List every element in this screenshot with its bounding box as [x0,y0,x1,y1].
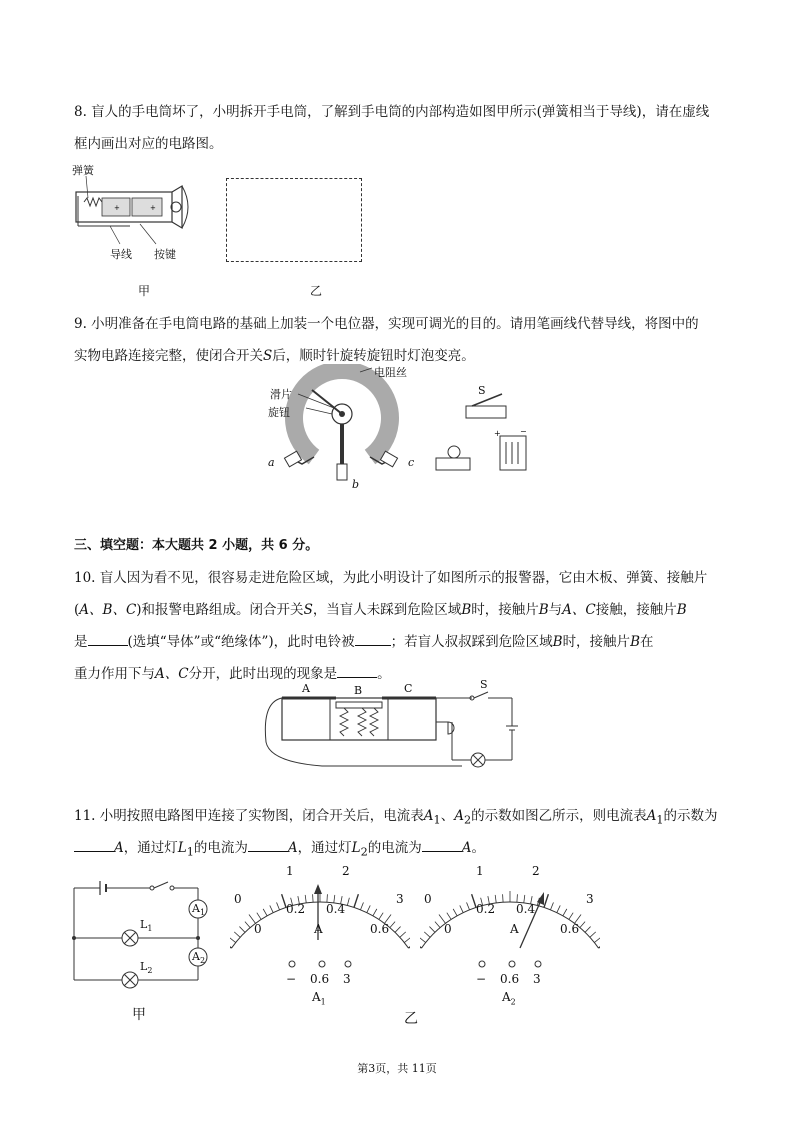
m2-upper-1: 1 [476,864,484,878]
scale-tick [400,932,406,937]
scale-tick [354,894,358,907]
switch-s-label: S [478,384,486,397]
scale-tick [467,902,470,909]
scale-tick [594,938,600,943]
q8-text-line2: 框内画出对应的电路图。 [74,136,223,152]
scale-tick [495,895,496,903]
scale-tick [257,913,261,920]
m2-lower-0-6: 0.6 [560,922,580,936]
q11-text-line1: 11. 小明按照电路图甲连接了实物图，闭合开关后，电流表$A_1$、$A_2$的示数如图乙所示，则电流表$A_1$的示数为 [74,808,718,827]
m2-upper-3: 3 [586,892,594,906]
scale-tick [544,894,548,907]
m2-lower-0-4: 0.4 [516,902,536,916]
scale-tick [447,913,451,920]
lamp-l1-label: $L_1$ [140,918,153,934]
scale-tick [569,913,573,920]
scale-tick [390,922,395,928]
scale-tick [347,898,349,906]
parallel-circuit-diagram [68,876,218,996]
page-footer: 第3页，共 11页 [357,1062,437,1075]
m1-lower-0-2: 0.2 [286,902,306,916]
label-slider: 滑片 [270,388,292,401]
caption-yi-q11: 乙 [404,1011,418,1027]
m1-upper-2: 2 [342,864,350,878]
scale-tick [557,905,560,912]
m2-lower-0: 0 [444,922,452,936]
svg-text:+: + [114,204,120,212]
circuit-jia-figure [68,876,218,996]
potentiometer-diagram [262,364,432,494]
scale-tick [373,909,377,916]
svg-text:−: − [520,427,527,436]
scale-tick [420,940,422,948]
q10-text-line4: 重力作用下与A、C分开，此时出现的现象是 。 [74,658,724,690]
scale-tick [404,938,410,943]
scale-tick [230,940,232,948]
scale-tick [270,905,273,912]
blank-phenomenon[interactable] [337,663,377,678]
scale-tick [503,894,504,902]
q8-text-line1: 8. 盲人的手电筒坏了，小明拆开手电筒，了解到手电筒的内部构造如图甲所示(弹簧相当于导线)，请在虚线 [74,104,710,120]
potentiometer-figure [262,364,432,494]
svg-text:+: + [150,204,156,212]
scale-tick [460,905,463,912]
label-wire: 导线 [110,248,132,261]
scale-tick [379,913,383,920]
m1-terminal-0-6: 0.6 [310,972,330,986]
lamp-l2-label: $L_2$ [140,960,153,976]
scale-tick [585,927,591,933]
scale-tick [420,938,426,943]
scale-tick [360,902,363,909]
m2-upper-2: 2 [532,864,540,878]
label-button: 按键 [154,248,176,261]
terminal-a-label: a [268,456,275,469]
scale-tick [435,922,440,928]
blank-l2-current[interactable] [422,837,462,852]
scale-tick [230,938,236,943]
label-resistance-wire: 电阻丝 [374,366,407,379]
m2-terminal-neg: − [476,972,487,986]
scale-tick [563,909,567,916]
label-knob: 旋钮 [268,406,290,419]
alarm-circuit-diagram [262,682,532,772]
terminal-c-label: c [408,456,415,469]
scale-tick [305,895,306,903]
m1-name: $A_1$ [312,990,326,1007]
m2-upper-0: 0 [424,892,432,906]
blank-a1-reading[interactable] [74,837,114,852]
scale-tick [429,927,435,933]
caption-jia-q8: 甲 [138,284,151,298]
contact-b-label: B [354,684,363,697]
label-spring: 弹簧 [72,164,94,177]
m1-lower-0-4: 0.4 [326,902,346,916]
m1-upper-1: 1 [286,864,294,878]
m2-terminal-3: 3 [533,972,541,986]
contact-c-label: C [404,682,413,695]
scale-tick [245,922,250,928]
circuit-components-figure [432,384,542,484]
scale-tick [263,909,267,916]
m1-lower-0-6: 0.6 [370,922,390,936]
blank-l1-current[interactable] [248,837,288,852]
scale-tick [580,922,585,928]
caption-yi-q8: 乙 [310,284,323,298]
m2-lower-0-2: 0.2 [476,902,496,916]
q9-text-line2: 实物电路连接完整，使闭合开关S后，顺时针旋转旋钮时灯泡变亮。 [74,348,475,364]
scale-tick [313,894,314,902]
switch-battery-lamp-diagram [432,384,542,484]
ammeter-a1-symbol: $A_1$ [192,902,206,918]
blank-bell-state[interactable] [355,631,391,646]
scale-tick [234,932,240,937]
q10-text-line1: 10. 盲人因为看不见，很容易走进危险区域，为此小明设计了如图所示的报警器，它由木板、弹簧、接触片 [74,570,708,586]
scale-tick [408,940,410,948]
section-3-title: 三、填空题：本大题共 2 小题，共 6 分。 [74,538,319,553]
m1-upper-0: 0 [234,892,242,906]
m1-upper-3: 3 [396,892,404,906]
answer-dashed-box[interactable] [226,178,362,262]
q11-text-line2: A，通过灯$L_1$的电流为 A，通过灯$L_2$的电流为 A。 [74,832,724,869]
ammeter-a2-dial [420,860,600,1010]
switch-s-label-q10: S [480,678,488,691]
scale-tick [424,932,430,937]
scale-tick [550,902,553,909]
m2-unit: A [510,922,519,936]
m1-terminal-3: 3 [343,972,351,986]
scale-tick [277,902,280,909]
caption-jia-q11: 甲 [132,1007,146,1023]
scale-tick [239,927,245,933]
alarm-figure [262,678,532,772]
m1-terminal-neg: − [286,972,297,986]
m1-unit: A [314,922,323,936]
scale-tick [395,927,401,933]
scale-tick [598,940,600,948]
q10-text-line2: (A、B、C)和报警电路组成。闭合开关S，当盲人未踩到危险区域B时，接触片B与A、C接触，接触片B [74,602,687,618]
scale-tick [367,905,370,912]
m1-lower-0: 0 [254,922,262,936]
ammeter-a2-symbol: $A_2$ [192,950,206,966]
contact-a-label: A [302,682,310,695]
terminal-b-label: b [352,478,360,491]
ammeter-a1-dial [230,860,410,1010]
svg-text:+: + [494,429,501,438]
flashlight-figure [70,162,210,262]
m2-name: $A_2$ [502,990,516,1007]
q10-text-line3: 是 (选填“导体”或“绝缘体”)，此时电铃被 ；若盲人叔叔踩到危险区域B时，接触片B在 [74,626,724,658]
scale-tick [453,909,457,916]
blank-conductor[interactable] [88,631,128,646]
scale-tick [590,932,596,937]
m2-terminal-0-6: 0.6 [500,972,520,986]
q9-text-line1: 9. 小明准备在手电筒电路的基础上加装一个电位器，实现可调光的目的。请用笔画线代替导线，将图中的 [74,316,699,332]
